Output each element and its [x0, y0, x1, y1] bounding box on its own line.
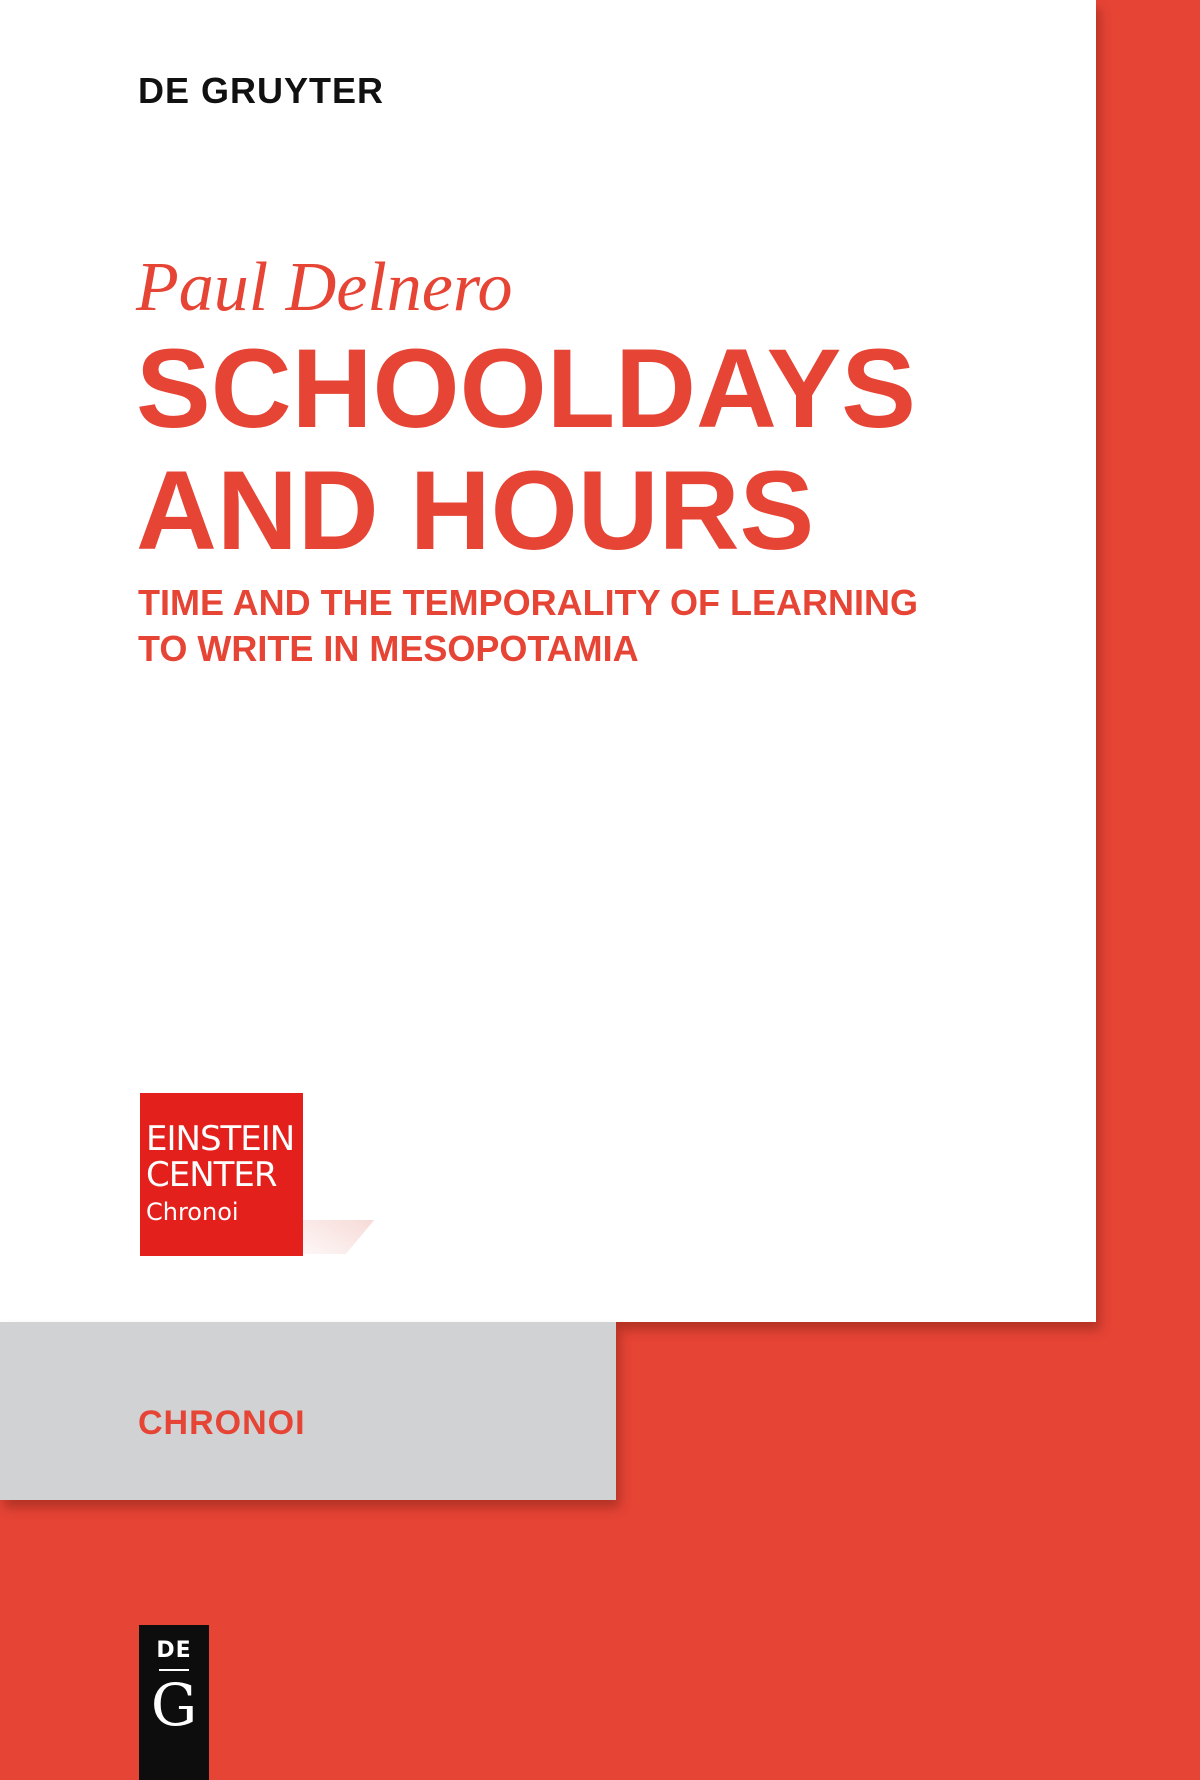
- einstein-logo-line-3: Chronoi: [146, 1198, 239, 1226]
- einstein-logo-line-2: CENTER: [146, 1155, 277, 1195]
- de-gruyter-logo-top: DE: [156, 1638, 192, 1663]
- author-name: Paul Delnero: [136, 249, 513, 326]
- book-subtitle-line-1: TIME AND THE TEMPORALITY OF LEARNING: [138, 582, 918, 623]
- series-panel: [0, 1322, 616, 1500]
- einstein-logo-line-1: EINSTEIN: [146, 1119, 295, 1159]
- de-gruyter-logo-bottom: G: [150, 1671, 198, 1739]
- book-title-line-1: SCHOOLDAYS: [136, 326, 917, 451]
- book-title-line-2: AND HOURS: [136, 448, 815, 573]
- einstein-center-logo: [140, 1093, 303, 1256]
- publisher-name: DE GRUYTER: [138, 70, 385, 111]
- book-subtitle: [138, 580, 1038, 672]
- book-title: [136, 328, 1076, 572]
- series-name: CHRONOI: [138, 1404, 306, 1442]
- book-subtitle-line-2: TO WRITE IN MESOPOTAMIA: [138, 628, 639, 669]
- de-gruyter-logo: [139, 1625, 209, 1780]
